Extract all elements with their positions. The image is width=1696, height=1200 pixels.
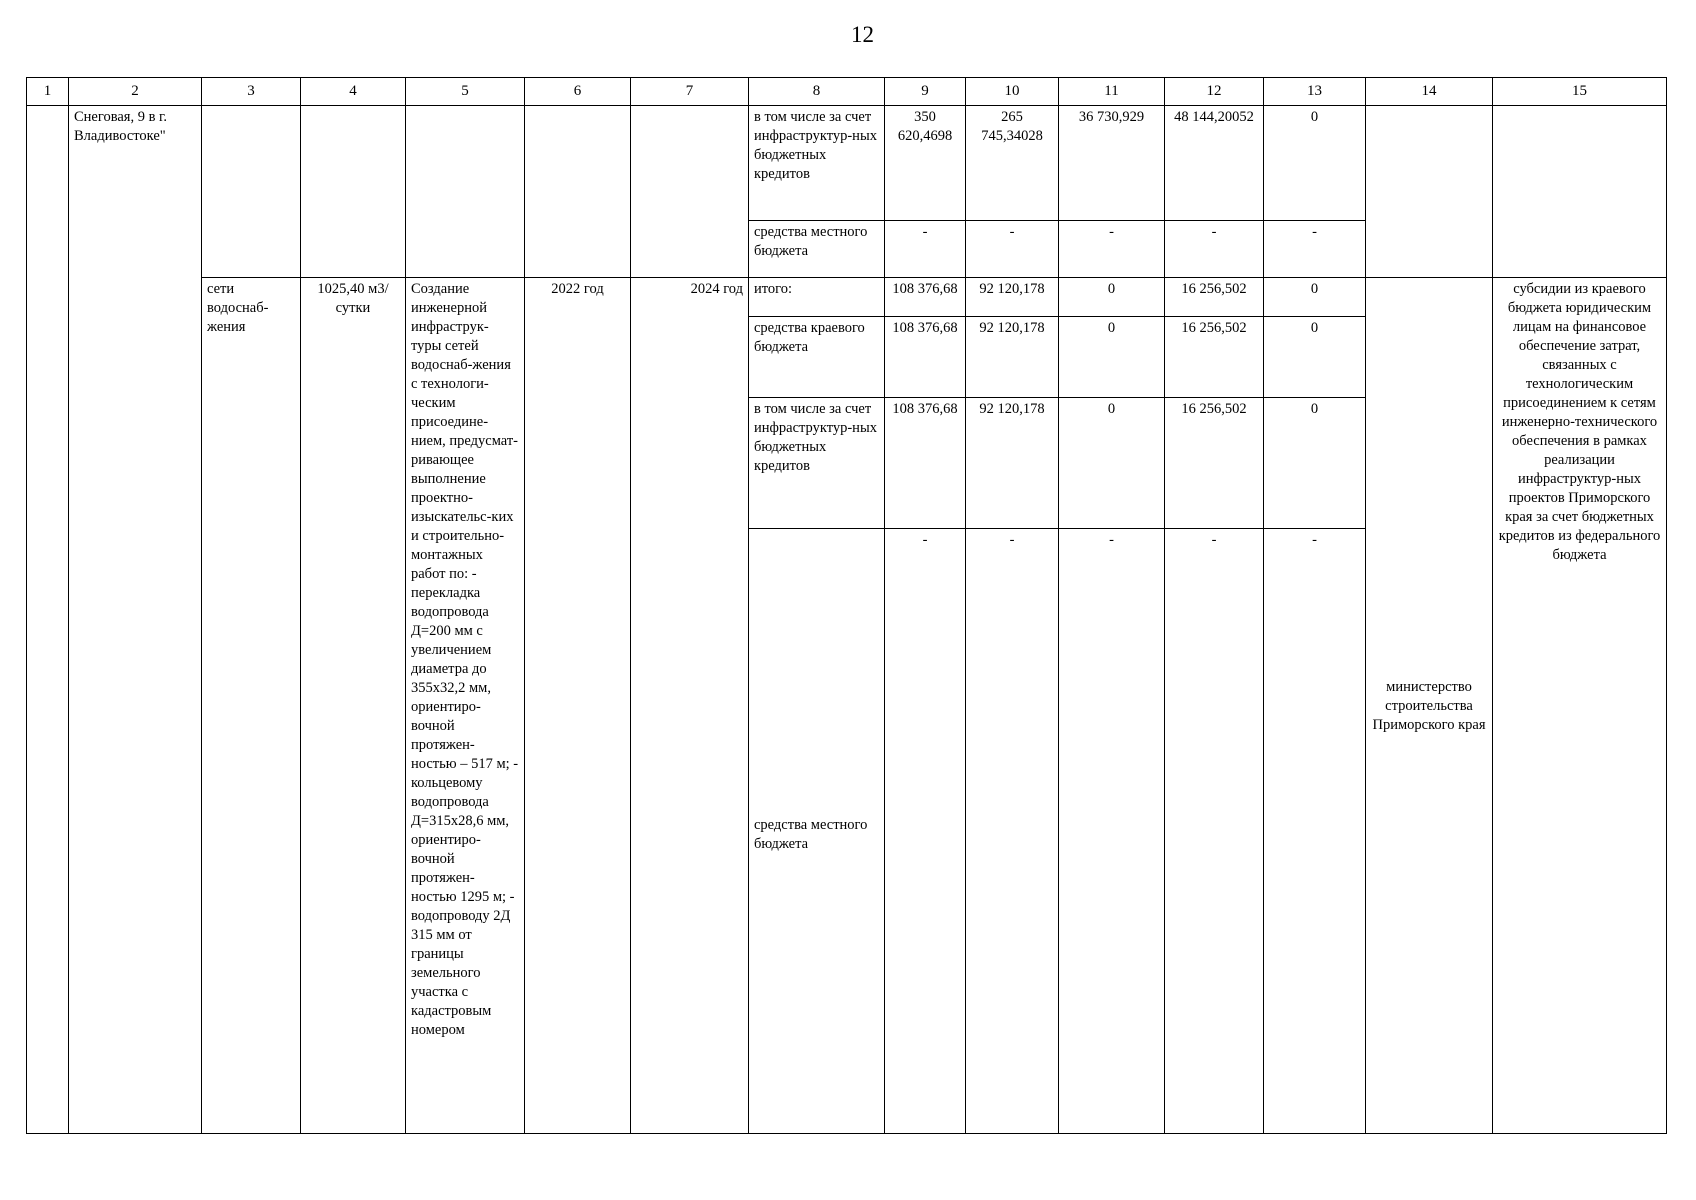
- column-number: 6: [525, 78, 631, 106]
- funding-value: -: [885, 529, 966, 1134]
- funding-value: 0: [1264, 317, 1366, 398]
- funding-source-label: в том числе за счет инфраструктур-ных бюджетных кредитов: [749, 106, 885, 221]
- funding-value: 16 256,502: [1165, 278, 1264, 317]
- empty-cell: [202, 106, 301, 278]
- funding-value: -: [966, 221, 1059, 278]
- funding-value: 0: [1264, 278, 1366, 317]
- funding-value: 265 745,34028: [966, 106, 1059, 221]
- column-number: 8: [749, 78, 885, 106]
- funding-value: 350 620,4698: [885, 106, 966, 221]
- description-cell: Создание инженерной инфраструк-туры сетей водоснаб-жения с технологи-ческим присоедине-нием, предусмат-ривающее выполнение проектно-изыскательс-ких и строительно-монтажных работ по: - перекладка водопровода Д=200 мм с увеличением диаметра до 355х32,2 мм, ориентиро-вочной протяжен-ностью – 517 м; - кольцевому водопровода Д=315х28,6 мм, ориентиро-вочной протяжен-ностью 1295 м; - водопроводу 2Д 315 мм от границы земельного участка с кадастровым номером: [406, 278, 525, 1134]
- column-number: 3: [202, 78, 301, 106]
- column-number: 12: [1165, 78, 1264, 106]
- funding-source-label: [749, 529, 885, 1134]
- responsible-authority: министерство строительства Приморского края: [1372, 679, 1486, 733]
- local-budget-label: средства местного бюджета: [754, 817, 868, 852]
- network-type-cell: сети водоснаб-жения: [202, 278, 301, 1134]
- table-row: [27, 106, 1667, 221]
- funding-value: -: [1165, 221, 1264, 278]
- funding-value: 92 120,178: [966, 317, 1059, 398]
- empty-cell: [1493, 106, 1667, 278]
- column-number: 4: [301, 78, 406, 106]
- funding-value: 0: [1059, 278, 1165, 317]
- column-number: 2: [69, 78, 202, 106]
- funding-value: -: [1059, 529, 1165, 1134]
- funding-source-label: средства краевого бюджета: [749, 317, 885, 398]
- column-number-row: [27, 78, 1667, 106]
- funding-value: 0: [1264, 106, 1366, 221]
- notes-cell: субсидии из краевого бюджета юридическим лицам на финансовое обеспечение затрат, связанных с технологическим присоединением к сетям инженерно-технического обеспечения в рамках реализации инфраструктур-ных проектов Приморского края за счет бюджетных кредитов из федерального бюджета: [1493, 278, 1667, 1134]
- funding-value: 108 376,68: [885, 317, 966, 398]
- capacity-cell: 1025,40 м3/сутки: [301, 278, 406, 1134]
- funding-value: -: [966, 529, 1059, 1134]
- column-number: 15: [1493, 78, 1667, 106]
- funding-value: -: [1165, 529, 1264, 1134]
- column-number: 5: [406, 78, 525, 106]
- column-number: 1: [27, 78, 69, 106]
- empty-cell: [631, 106, 749, 278]
- funding-value: 108 376,68: [885, 278, 966, 317]
- empty-cell: [406, 106, 525, 278]
- start-year-cell: 2022 год: [525, 278, 631, 1134]
- funding-source-label: итого:: [749, 278, 885, 317]
- funding-value: 92 120,178: [966, 398, 1059, 529]
- funding-value: 16 256,502: [1165, 317, 1264, 398]
- column-number: 13: [1264, 78, 1366, 106]
- funding-value: -: [1059, 221, 1165, 278]
- object-name-cell: Снеговая, 9 в г. Владивостоке": [69, 106, 202, 1134]
- funding-value: 92 120,178: [966, 278, 1059, 317]
- end-year-cell: 2024 год: [631, 278, 749, 1134]
- funding-value: 108 376,68: [885, 398, 966, 529]
- column-number: 9: [885, 78, 966, 106]
- funding-value: -: [1264, 529, 1366, 1134]
- funding-value: 0: [1264, 398, 1366, 529]
- funding-value: -: [1264, 221, 1366, 278]
- investment-table: [26, 77, 1667, 1134]
- column-number: 10: [966, 78, 1059, 106]
- responsible-cell: [1366, 278, 1493, 1134]
- column-number: 7: [631, 78, 749, 106]
- funding-value: 0: [1059, 317, 1165, 398]
- empty-cell: [1366, 106, 1493, 278]
- funding-value: -: [885, 221, 966, 278]
- funding-source-label: средства местного бюджета: [749, 221, 885, 278]
- column-number: 14: [1366, 78, 1493, 106]
- column-number: 11: [1059, 78, 1165, 106]
- funding-value: 36 730,929: [1059, 106, 1165, 221]
- cell-row-number: [27, 106, 69, 1134]
- funding-value: 48 144,20052: [1165, 106, 1264, 221]
- empty-cell: [525, 106, 631, 278]
- funding-value: 16 256,502: [1165, 398, 1264, 529]
- page-number: 12: [851, 22, 874, 47]
- funding-value: 0: [1059, 398, 1165, 529]
- funding-source-label: в том числе за счет инфраструктур-ных бюджетных кредитов: [749, 398, 885, 529]
- table-row: [27, 278, 1667, 317]
- empty-cell: [301, 106, 406, 278]
